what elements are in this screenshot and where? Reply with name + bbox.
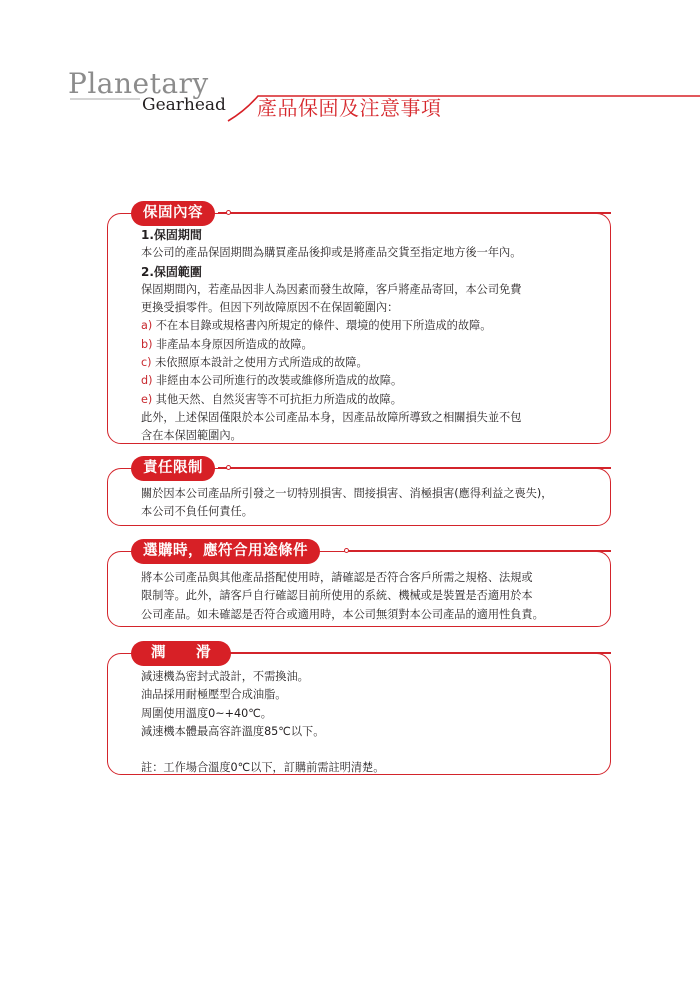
exclusion-item [141, 317, 521, 335]
lubrication-tab: 潤 滑 [131, 641, 231, 666]
item-text: 非產品本身原因所造成的故障。 [152, 337, 313, 351]
exclusion-item [141, 354, 521, 372]
scope-intro-line: 更換受損零件。但因下列故障原因不在保固範圍內： [141, 301, 399, 315]
item-mark: b) [141, 337, 153, 351]
liability-line: 關於因本公司產品所引發之一切特別損害、間接損害、消極損害(應得利益之喪失)， [141, 487, 553, 500]
item-text: 其他天然、自然災害等不可抗拒力所造成的故障。 [152, 392, 402, 406]
item-text: 非經由本公司所進行的改裝或維修所造成的故障。 [152, 374, 403, 388]
logo-gearhead: Gearhead [142, 95, 226, 115]
item-text: 不在本目錄或規格書內所規定的條件、環境的使用下所造成的故障。 [152, 319, 492, 333]
period-text: 本公司的產品保固期間為購買產品後抑或是將產品交貨至指定地方後一年內。 [141, 246, 522, 260]
item-mark: e) [141, 392, 153, 406]
liability-line: 本公司不負任何責任。 [141, 505, 253, 519]
liability-tab: 責任限制 [131, 456, 215, 481]
logo-planetary: Planetary [68, 67, 209, 100]
exclusion-item [141, 391, 521, 409]
lubrication-line: 油品採用耐極壓型合成油脂。 [141, 688, 287, 702]
liability-panel [107, 460, 611, 526]
item-text: 未依照原本設計之使用方式所造成的故障。 [151, 356, 368, 370]
period-heading: 1.保固期間 [141, 228, 202, 242]
lubrication-line: 減速機本體最高容許溫度85℃以下。 [141, 724, 325, 738]
warranty-panel [107, 205, 611, 444]
scope-heading: 2.保固範圍 [141, 264, 202, 279]
item-mark: d) [141, 374, 153, 388]
closing-line: 此外，上述保固僅限於本公司產品本身，因產品故障所導致之相關損失並不包 [141, 410, 522, 424]
lubrication-line: 周圍使用溫度0~+40℃。 [141, 706, 272, 720]
item-mark: c) [141, 356, 152, 370]
lubrication-panel [107, 645, 611, 775]
scope-intro-line: 保固期間內，若產品因非人為因素而發生故障，客戶將產品寄回，本公司免費 [141, 282, 522, 296]
closing-line: 含在本保固範圍內。 [141, 429, 242, 443]
purchase-line: 公司產品。如未確認是否符合或適用時，本公司無須對本公司產品的適用性負責。 [141, 607, 544, 621]
exclusion-item [141, 372, 521, 390]
item-mark: a) [141, 319, 153, 333]
warranty-tab: 保固內容 [131, 201, 215, 226]
purchase-line: 將本公司產品與其他產品搭配使用時，請確認是否符合客戶所需之規格、法規或 [141, 571, 533, 584]
exclusion-item [141, 336, 521, 354]
page-title: 產品保固及注意事項 [257, 96, 442, 120]
purchase-tab: 選購時，應符合用途條件 [131, 539, 320, 564]
lubrication-line: 減速機為密封式設計，不需換油。 [141, 670, 309, 683]
lubrication-note: 註：工作場合溫度0℃以下，訂購前需註明清楚。 [141, 761, 385, 775]
purchase-panel [107, 543, 611, 627]
purchase-line: 限制等。此外，請客戶自行確認目前所使用的系統、機械或是裝置是否適用於本 [141, 589, 533, 603]
